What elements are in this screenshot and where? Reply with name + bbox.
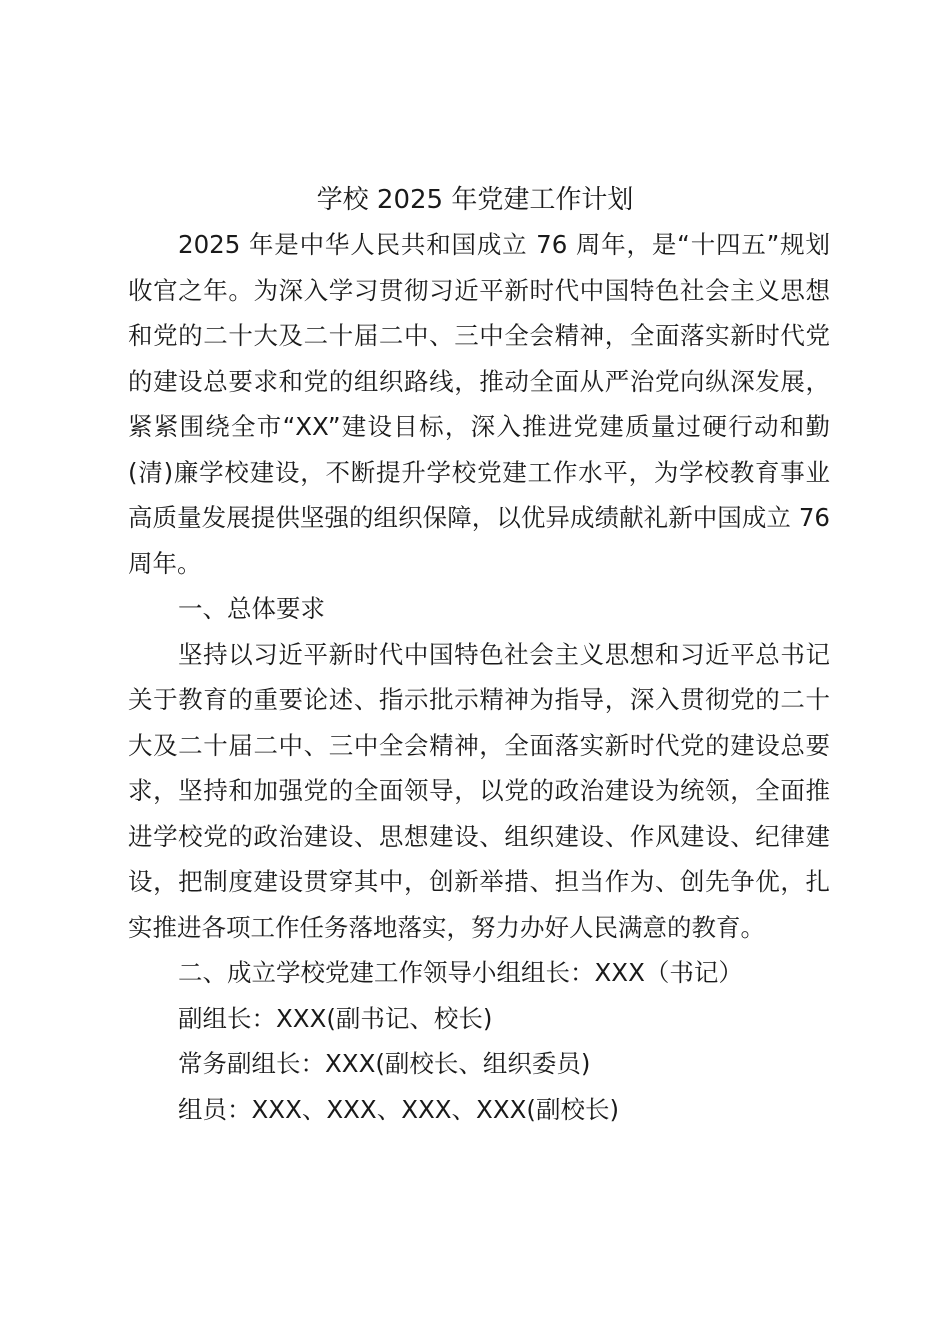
section-1-paragraph: 坚持以习近平新时代中国特色社会主义思想和习近平总书记关于教育的重要论述、指示批示精神为指导，深入贯彻党的二十大及二十届二中、三中全会精神，全面落实新时代党的建设总要求，坚持和加强党的全面领导，以党的政治建设为统领，全面推进学校党的政治建设、思想建设、组织建设、作风建设、纪律建设，把制度建设贯穿其中，创新举措、担当作为、创先争优，扎实推进各项工作任务落地落实，努力办好人民满意的教育。 — [128, 639, 830, 942]
members-line: 组员：XXX、XXX、XXX、XXX(副校长) — [178, 1094, 620, 1124]
intro-paragraph: 2025 年是中华人民共和国成立 76 周年，是“十四五”规划收官之年。为深入学习贯彻习近平新时代中国特色社会主义思想和党的二十大及二十届二中、三中全会精神，全面落实新时代党的建设总要求和党的组织路线，推动全面从严治党向纵深发展，紧紧围绕全市“XX”建设目标，深入推进党建质量过硬行动和勤(清)廉学校建设，不断提升学校党建工作水平，为学校教育事业高质量发展提供坚强的组织保障，以优异成绩献礼新中国成立 76 周年。 — [128, 230, 830, 578]
executive-deputy-leader-line: 常务副组长：XXX(副校长、组织委员) — [178, 1049, 591, 1078]
document-body — [128, 222, 830, 1132]
document-title: 学校 2025 年党建工作计划 — [316, 185, 634, 215]
section-2-heading: 二、成立学校党建工作领导小组组长：XXX（书记） — [178, 958, 743, 987]
deputy-leader-line: 副组长：XXX(副书记、校长) — [178, 1003, 493, 1033]
section-1-heading: 一、总体要求 — [178, 594, 325, 623]
